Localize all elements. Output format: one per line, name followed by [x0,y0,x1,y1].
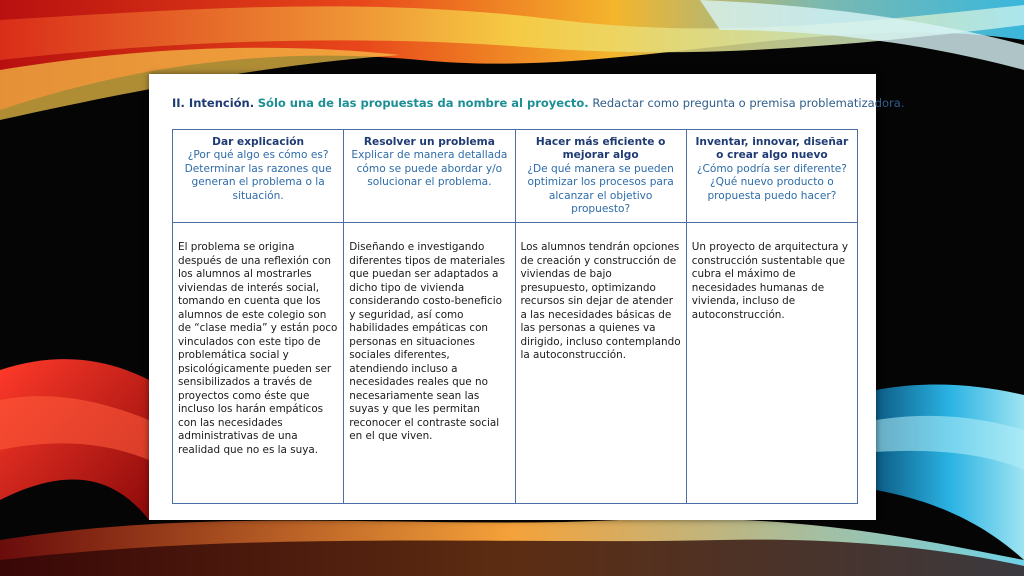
column-description: Explicar de manera detallada cómo se puede abordar y/o solucionar el problema. [351,149,508,189]
body-cell-invent: Un proyecto de arquitectura y construcción sustentable que cubra el máximo de necesidades humanas de vivienda, incluso de autoconstrucción. [686,223,857,504]
column-description: ¿Cómo podría ser diferente? ¿Qué nuevo producto o propuesta puedo hacer? [696,162,847,202]
column-description: ¿Por qué algo es cómo es? Determinar las razones que generan el problema o la situación. [184,149,332,202]
heading-instruction: Redactar como pregunta o premisa problematizadora. [592,96,905,110]
intention-table [172,129,858,504]
heading-emphasis: Sólo una de las propuestas da nombre al proyecto. [257,96,589,110]
header-cell-invent [686,130,857,223]
header-cell-improve [515,130,686,223]
body-cell-explanation: El problema se origina después de una reflexión con los alumnos al mostrarles viviendas de interés social, tomando en cuenta que los alumnos de este colegio son de “clase media” y están poco vinculados con este tipo de problemática social y psicológicamente pueden ser sensibilizados a través de proyectos como éste que incluso los harán empáticos con las necesidades administrativas de una realidad que no es la suya. [173,223,344,504]
section-heading [172,96,905,110]
slide-content [149,74,905,520]
header-cell-solve-problem [344,130,515,223]
column-title: Resolver un problema [363,136,495,148]
body-cell-solve-problem: Diseñando e investigando diferentes tipos de materiales que puedan ser adaptados a dicho tipo de vivienda considerando costo-beneficio y seguridad, así como habilidades empáticas con personas en situaciones sociales diferentes, atendiendo incluso a necesidades reales que no necesariamente sean las suyas y que les permitan reconocer el contraste social en el que viven. [344,223,515,504]
table-body-row [173,223,858,504]
column-title: Hacer más eficiente o mejorar algo [535,136,666,162]
column-description: ¿De qué manera se pueden optimizar los procesos para alcanzar el objetivo propuesto? [527,162,674,216]
table-header-row [173,130,858,223]
header-cell-explanation [173,130,344,223]
body-cell-improve: Los alumnos tendrán opciones de creación y construcción de viviendas de bajo presupuesto, optimizando recursos sin dejar de atender a las necesidades básicas de las personas a quienes va dirigido, incluso contemplando la autoconstrucción. [515,223,686,504]
column-title: Inventar, innovar, diseñar o crear algo nuevo [695,136,849,162]
column-title: Dar explicación [212,136,305,148]
heading-number: II. Intención. [172,96,255,110]
